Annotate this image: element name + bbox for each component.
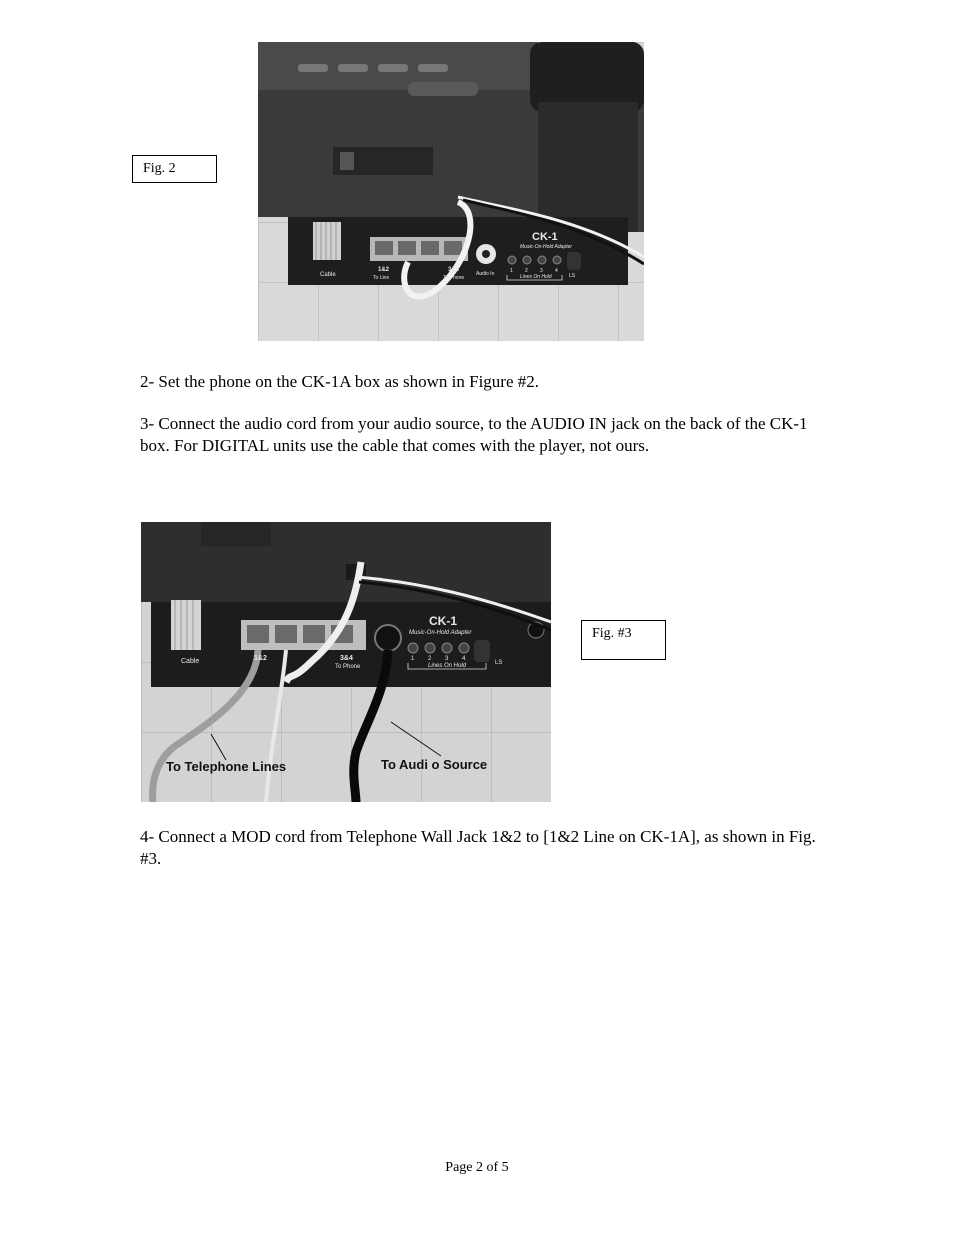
fig2-line-2: 2 [525, 268, 528, 274]
fig3-port-cable: Cable [181, 658, 200, 665]
fig3-annotation-audio-source: To Audi o Source [381, 757, 488, 772]
fig2-photo [258, 42, 644, 341]
fig3-photo [141, 522, 551, 802]
fig3-line-4: 4 [462, 656, 466, 662]
fig2-line-1: 1 [510, 268, 513, 274]
fig3-port-12: 1&2 [254, 655, 267, 662]
fig2-subtitle: Music-On-Hold Adapter [520, 244, 573, 250]
fig2-port-audio: Audio In [476, 271, 495, 277]
fig2-label-text: Fig. 2 [143, 161, 176, 176]
fig2-illustration [258, 42, 644, 341]
fig3-port-34-sub: To Phone [335, 664, 361, 670]
fig3-subtitle: Music-On-Hold Adapter [409, 630, 472, 636]
fig3-line-2: 2 [428, 656, 432, 662]
fig2-port-cable: Cable [320, 272, 336, 278]
fig3-label-text: Fig. #3 [592, 626, 632, 641]
fig3-label [581, 620, 666, 660]
fig3-ls: LS [495, 660, 503, 666]
fig2-line-4: 4 [555, 268, 558, 274]
fig3-port-34: 3&4 [340, 655, 353, 662]
fig3-annotation-telephone-lines: To Telephone Lines [166, 759, 287, 774]
step-4-text: 4- Connect a MOD cord from Telephone Wall Jack 1&2 to [1&2 Line on CK-1A], as shown in Fig. #3. [140, 827, 816, 868]
fig2-port-34: 3&4 [448, 267, 460, 273]
step-2-text: 2- Set the phone on the CK-1A box as shown in Figure #2. [140, 372, 539, 391]
fig3-brand: CK-1 [429, 614, 458, 628]
fig2-port-12-sub: To Line [373, 275, 390, 281]
fig3-line-1: 1 [411, 656, 415, 662]
fig2-ls: LS [569, 273, 576, 279]
step-3-text: 3- Connect the audio cord from your audio source, to the AUDIO IN jack on the back of the CK-1 box. For DIGITAL units use the cable that comes with the player, not ours. [140, 414, 808, 455]
fig3-illustration [141, 522, 551, 802]
fig2-port-34-sub: To Phone [443, 275, 465, 281]
fig2-brand: CK-1 [532, 231, 558, 243]
page-number: Page 2 of 5 [445, 1160, 509, 1175]
fig3-lines-caption: Lines On Hold [428, 663, 467, 669]
fig2-label [132, 155, 217, 183]
fig2-line-3: 3 [540, 268, 543, 274]
fig2-lines-caption: Lines On Hold [520, 274, 552, 280]
fig2-port-12: 1&2 [378, 267, 390, 273]
fig3-line-3: 3 [445, 656, 449, 662]
